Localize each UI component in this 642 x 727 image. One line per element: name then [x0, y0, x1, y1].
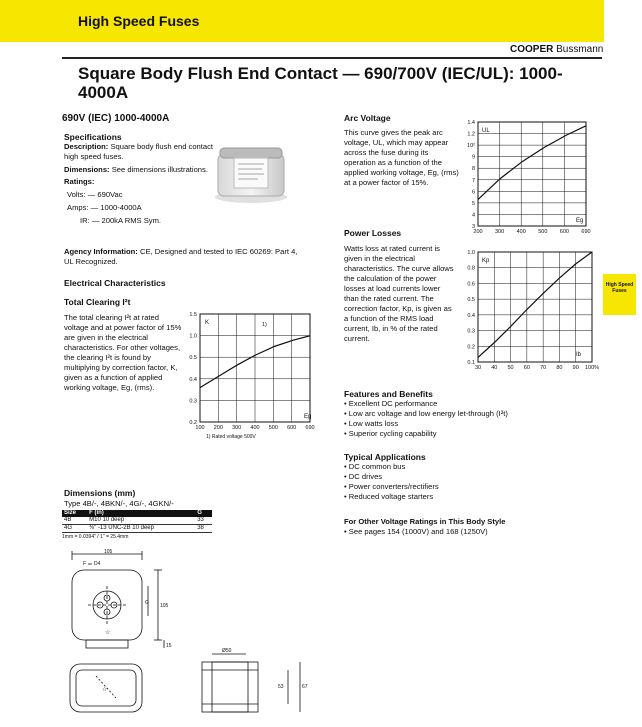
plot-area	[467, 250, 599, 371]
x-axis-label: Eg	[576, 218, 584, 224]
side-tab: High Speed Fuses	[603, 274, 636, 315]
x-tick-label: 200	[473, 229, 483, 235]
cell: M10 10 deep	[89, 517, 125, 523]
rating-volts: Volts: — 690Vac	[67, 190, 123, 199]
col-g: G	[195, 510, 212, 517]
x-tick-label: 600	[559, 229, 569, 235]
applications-heading: Typical Applications	[344, 452, 426, 462]
y-tick-label: 3	[471, 224, 475, 230]
y-tick-label: 0.3	[467, 328, 475, 335]
list-item: • Low arc voltage and low energy let-through (I²t)	[344, 409, 508, 418]
y-tick-label: 9	[471, 154, 475, 161]
brand-bold: COOPER	[510, 44, 554, 55]
rating-ir: IR: — 200kA RMS Sym.	[80, 216, 162, 225]
specifications	[64, 132, 214, 226]
y-tick-label: 1.0	[467, 250, 475, 256]
y-tick-label: 1.4	[467, 120, 475, 126]
spec-value: See dimensions illustrations.	[111, 165, 208, 174]
plot-area	[189, 312, 314, 440]
y-tick-label: 0.1	[467, 360, 475, 366]
front-view	[72, 549, 172, 649]
y-tick-label: 0.8	[467, 265, 475, 272]
x-tick-label: 90	[572, 365, 579, 371]
plot-frame	[478, 252, 592, 362]
other-heading: For Other Voltage Ratings in This Body Style	[344, 517, 506, 526]
arc-text: This curve gives the peak arc voltage, UL, which may appear across the fuse during its operation as a function of the applied working voltage, Eg, (rms) at a power factor of 15%.	[344, 128, 459, 187]
x-tick-label: 400	[516, 229, 526, 235]
dimension-drawings	[60, 546, 340, 718]
y-tick-label: 6	[471, 189, 475, 196]
list-item: • Reduced voltage starters	[344, 492, 434, 501]
dim-f-label: F	[83, 561, 87, 567]
electrical-heading: Electrical Characteristics	[64, 278, 166, 288]
y-axis-label: UL	[482, 128, 490, 134]
list-item: • Low watts loss	[344, 419, 399, 428]
cell: 38	[197, 525, 204, 531]
x-tick-label: 100	[195, 425, 205, 431]
rating-amps: Amps: — 1000-4000A	[67, 203, 142, 212]
svg-text:☆: ☆	[105, 630, 111, 636]
conversion-note: 1mm = 0.0394" / 1" = 25.4mm	[62, 534, 129, 540]
y-tick-label: 1.5	[189, 312, 197, 318]
spec-value: CE, Designed and tested to IEC 60269: Part 4, UL Recognized.	[64, 247, 298, 266]
y-axis-label: Kp	[482, 258, 490, 264]
specs-heading: Specifications	[64, 132, 122, 142]
x-tick-label: 100%	[584, 365, 600, 371]
agency-info	[64, 247, 304, 267]
dim-width-label: 105	[104, 549, 113, 555]
spec-description	[64, 142, 214, 162]
x-tick-label: 690	[305, 425, 315, 431]
x-tick-label: 30	[474, 365, 482, 371]
cell: 4B	[64, 517, 72, 523]
note-marker: 1)	[262, 322, 267, 328]
applications-section	[344, 452, 594, 502]
losses-heading: Power Losses	[344, 228, 402, 238]
svg-text:☆: ☆	[102, 687, 108, 693]
y-tick-label: 0.5	[189, 355, 197, 362]
y-tick-label: 0.6	[467, 281, 475, 288]
x-tick-label: 60	[523, 365, 530, 371]
spec-value: Square body flush end contact high speed fuses.	[64, 142, 214, 161]
spec-dimensions	[64, 165, 214, 175]
y-tick-label: 0.4	[467, 312, 475, 319]
x-tick-label: 500	[538, 229, 548, 235]
x-axis-label: Ib	[576, 352, 582, 358]
dimensions-heading: Dimensions (mm)	[64, 488, 136, 498]
subtitle: 690V (IEC) 1000-4000A	[62, 113, 170, 124]
cell: 33	[197, 517, 204, 523]
table-row	[62, 525, 212, 533]
dim-g-label: G	[145, 600, 149, 606]
brand-logo	[510, 44, 603, 55]
side-view	[70, 664, 142, 712]
y-tick-label: 10²	[467, 143, 475, 150]
k-factor-chart	[182, 306, 315, 454]
x-tick-label: 500	[268, 425, 278, 431]
list-item: • Power converters/rectifiers	[344, 482, 439, 491]
x-tick-label: 600	[287, 425, 297, 431]
cell: 4G	[64, 525, 73, 531]
dim-bottom-label: 15	[166, 643, 172, 649]
y-tick-label: 4	[471, 212, 475, 219]
series-line-UL	[478, 126, 586, 200]
section-title: High Speed Fuses	[78, 13, 200, 29]
dim-h1-label: 53	[278, 684, 284, 690]
losses-text: Watts loss at rated current is given in the electrical characteristics. The curve allows the calculation of the power losses at load currents lower than the rated current. The correction factor, Kp, is given as a function of the RMS load current, Ib, in % of the rated current.	[344, 244, 454, 343]
list-item: • DC drives	[344, 472, 383, 481]
applications-list	[344, 462, 594, 502]
y-tick-label: 1.0	[189, 333, 197, 340]
arc-voltage-chart	[450, 116, 590, 236]
x-tick-label: 300	[232, 425, 242, 431]
dimensions-table	[62, 510, 212, 533]
dim-d-label: D4	[94, 561, 101, 567]
spec-label: Dimensions:	[64, 165, 110, 174]
power-loss-chart	[450, 246, 600, 378]
x-axis-label: Eg	[304, 414, 312, 420]
x-tick-label: 200	[213, 425, 223, 431]
clearing-text: The total clearing I²t at rated voltage and at power factor of 15% are given in the electrical characteristics. For other voltages, the clearing I²t is found by multiplying by correction factor, K, given as a function of applied working voltage, Eg, (rms).	[64, 313, 182, 392]
y-tick-label: 0.2	[467, 344, 475, 351]
list-item: • Superior cycling capability	[344, 429, 437, 438]
col-size: Size	[62, 510, 87, 517]
ratings-label: Ratings:	[64, 177, 95, 186]
list-item: • DC common bus	[344, 462, 406, 471]
x-tick-label: 80	[556, 365, 563, 371]
table-header	[62, 510, 212, 517]
list-item: • Excellent DC performance	[344, 399, 438, 408]
chart-footnote: 1) Rated voltage 500V	[206, 434, 256, 440]
x-tick-label: 50	[507, 365, 514, 371]
x-tick-label: 70	[540, 365, 547, 371]
y-tick-label: 5	[471, 200, 475, 207]
x-tick-label: 300	[495, 229, 505, 235]
dim-h2-label: 67	[302, 684, 308, 690]
x-tick-label: 40	[491, 365, 498, 371]
y-axis-label: K	[205, 320, 210, 326]
col-f: F (in)	[87, 510, 195, 517]
brand-rest: Bussmann	[556, 44, 604, 55]
features-section	[344, 389, 594, 439]
profile-view	[202, 648, 308, 712]
y-tick-label: 8	[471, 166, 475, 173]
spec-label: Description:	[64, 142, 109, 151]
page-title: Square Body Flush End Contact — 690/700V (IEC/UL): 1000-4000A	[78, 64, 563, 102]
y-tick-label: 0.4	[189, 376, 197, 383]
table-row	[62, 517, 212, 525]
y-tick-label: 0.3	[189, 398, 197, 405]
spec-label: Agency Information:	[64, 247, 138, 256]
other-item: • See pages 154 (1000V) and 168 (1250V)	[344, 527, 488, 536]
clearing-heading: Total Clearing I²t	[64, 297, 131, 307]
features-heading: Features and Benefits	[344, 389, 433, 399]
y-tick-label: 7	[471, 177, 475, 184]
dim-height-label: 105	[160, 603, 169, 609]
y-tick-label: 0.2	[189, 420, 197, 426]
y-tick-label: 1.2	[467, 131, 475, 138]
y-tick-label: 0.5	[467, 297, 475, 304]
arc-heading: Arc Voltage	[344, 113, 391, 123]
dim-diameter-label: Ø50	[222, 648, 232, 654]
x-tick-label: 690	[581, 229, 591, 235]
other-item-text: See pages 154 (1000V) and 168 (1250V)	[348, 527, 488, 536]
plot-area	[467, 120, 591, 235]
cell: ⅜" -13 UNC-2B 10 deep	[89, 525, 154, 531]
fuse-product-image	[212, 140, 290, 204]
dimensions-types: Type 4B/-, 4BKN/-, 4G/-, 4GKN/-	[64, 499, 174, 508]
x-tick-label: 400	[250, 425, 260, 431]
features-list	[344, 399, 594, 439]
other-ratings-section	[344, 517, 604, 537]
plot-frame	[478, 122, 586, 226]
title-rule	[62, 57, 602, 59]
